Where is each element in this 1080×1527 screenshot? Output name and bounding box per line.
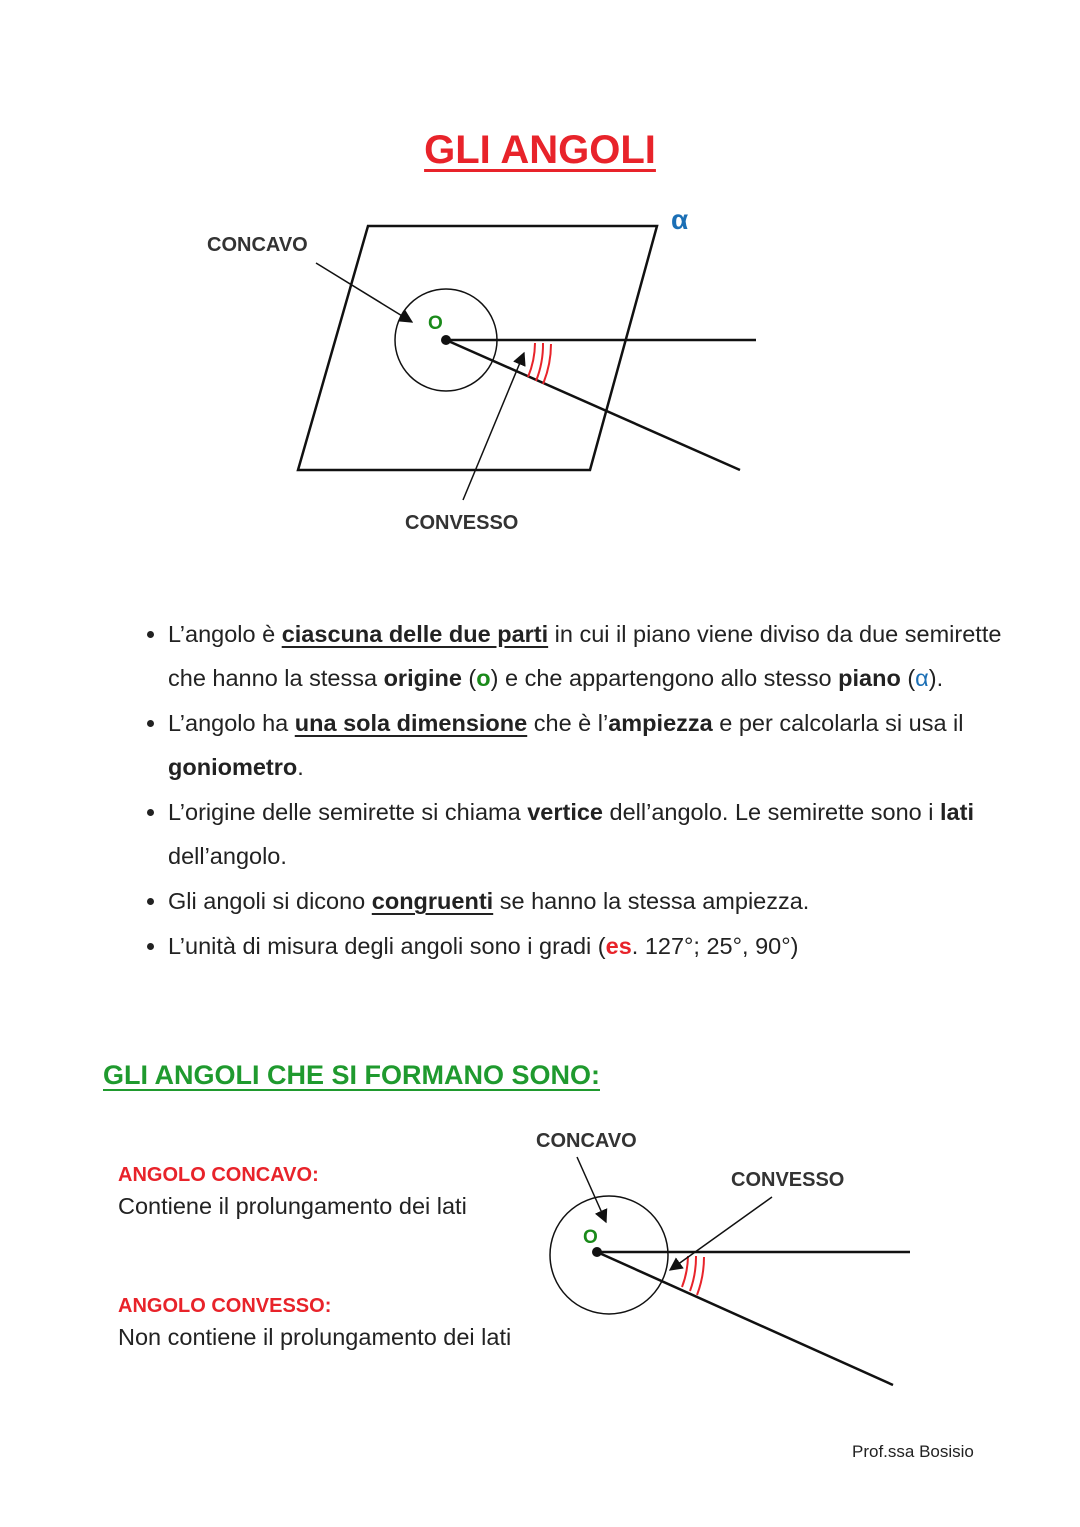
label-concave: CONCAVO <box>207 234 308 256</box>
origin-label: O <box>583 1227 598 1248</box>
list-item: • L’angolo è ciascuna delle due parti in cui il piano viene diviso da due semirette che hanno la stessa origine (o) e che appartengono allo stesso piano (α). <box>168 612 1028 700</box>
label-concave: CONCAVO <box>536 1130 637 1152</box>
plane-alpha-label: α <box>671 204 689 235</box>
label-convex: CONVESSO <box>405 512 519 534</box>
list-item: • L’angolo ha una sola dimensione che è l’ampiezza e per calcolarla si usa il goniometro. <box>168 701 1028 789</box>
list-item: • L’origine delle semirette si chiama vertice dell’angolo. Le semirette sono i lati dell’angolo. <box>168 790 1028 878</box>
concave-definition-text: Contiene il prolungamento dei lati <box>118 1193 467 1219</box>
list-item: • Gli angoli si dicono congruenti se hanno la stessa ampiezza. <box>168 879 1028 923</box>
concave-angle-circle <box>550 1196 668 1314</box>
list-item: • L’unità di misura degli angoli sono i gradi (es. 127°; 25°, 90°) <box>168 924 1028 968</box>
author-credit: Prof.ssa Bosisio <box>852 1442 974 1461</box>
arrow-concave <box>577 1157 606 1222</box>
convex-definition-title: ANGOLO CONVESSO: <box>118 1295 332 1317</box>
section-subtitle: GLI ANGOLI CHE SI FORMANO SONO: <box>103 1060 600 1090</box>
arrow-convex <box>670 1197 772 1270</box>
convex-definition-text: Non contiene il prolungamento dei lati <box>118 1324 512 1350</box>
ray-oblique <box>597 1252 893 1385</box>
label-convex: CONVESSO <box>731 1169 845 1191</box>
origin-label: O <box>428 313 443 334</box>
page-title: GLI ANGOLI <box>424 128 656 172</box>
concave-definition-title: ANGOLO CONCAVO: <box>118 1164 319 1186</box>
